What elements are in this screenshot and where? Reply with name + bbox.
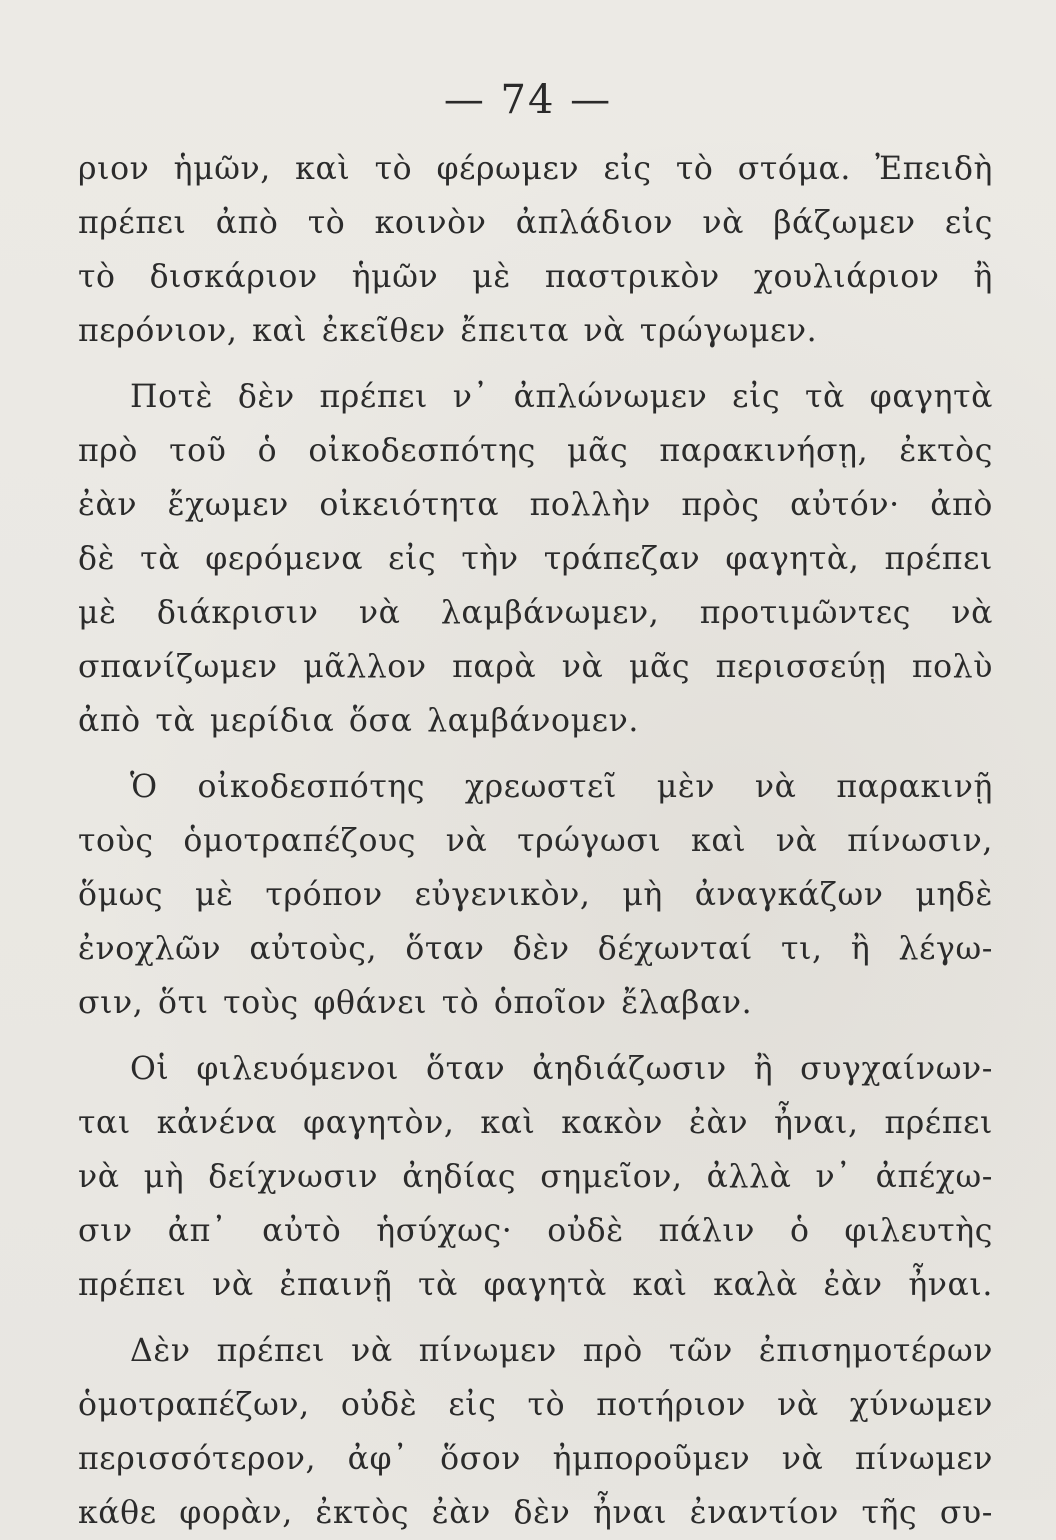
text-line: κάθε φορὰν, ἐκτὸς ἐὰν δὲν ἦναι ἐναντίον τῆς συ-	[78, 1495, 993, 1531]
text-line: σιν ἀπ᾿ αὐτὸ ἡσύχως· οὐδὲ πάλιν ὁ φιλευτὴς	[78, 1213, 993, 1249]
text-line: δὲ τὰ φερόμενα εἰς τὴν τράπεζαν φαγητὰ, πρέπει	[78, 541, 993, 577]
page-body	[78, 142, 993, 1540]
text-line: περόνιον, καὶ ἐκεῖθεν ἔπειτα νὰ τρώγωμεν.	[78, 313, 818, 349]
text-line: ἀπὸ τὰ μερίδια ὅσα λαμβάνομεν.	[78, 703, 639, 739]
paragraph-gap	[78, 748, 993, 760]
page-number: — 74 —	[443, 77, 613, 123]
text-line: ριον ἡμῶν, καὶ τὸ φέρωμεν εἰς τὸ στόμα. Ἐπειδὴ	[78, 151, 993, 187]
paragraph-3	[78, 760, 993, 1030]
text-line: ται κἀνένα φαγητὸν, καὶ κακὸν ἐὰν ἦναι, πρέπει	[78, 1105, 993, 1141]
text-line: περισσότερον, ἀφ᾿ ὅσον ἠμποροῦμεν νὰ πίνωμεν	[78, 1441, 993, 1477]
text-line: μὲ διάκρισιν νὰ λαμβάνωμεν, προτιμῶντες νὰ	[78, 595, 993, 631]
text-line: ὁμοτραπέζων, οὐδὲ εἰς τὸ ποτήριον νὰ χύνωμεν	[78, 1387, 993, 1423]
text-line: πρέπει νὰ ἐπαινῇ τὰ φαγητὰ καὶ καλὰ ἐὰν ἦναι.	[78, 1267, 993, 1303]
paragraph-gap	[78, 358, 993, 370]
paragraph-gap	[78, 1312, 993, 1324]
text-line: Ποτὲ δὲν πρέπει ν᾿ ἀπλώνωμεν εἰς τὰ φαγητὰ	[130, 379, 993, 415]
text-line: Οἱ φιλευόμενοι ὅταν ἀηδιάζωσιν ἢ συγχαίνων-	[130, 1051, 993, 1087]
text-line: ἐὰν ἔχωμεν οἰκειότητα πολλὴν πρὸς αὐτόν· ἀπὸ	[78, 487, 993, 523]
text-line: Δὲν πρέπει νὰ πίνωμεν πρὸ τῶν ἐπισημοτέρων	[130, 1333, 993, 1369]
text-line: πρέπει ἀπὸ τὸ κοινὸν ἀπλάδιον νὰ βάζωμεν εἰς	[78, 205, 993, 241]
text-line: ὅμως μὲ τρόπον εὐγενικὸν, μὴ ἀναγκάζων μηδὲ	[78, 877, 993, 913]
text-line: τὸ δισκάριον ἡμῶν μὲ παστρικὸν χουλιάριον ἢ	[78, 259, 993, 295]
text-line: σιν, ὅτι τοὺς φθάνει τὸ ὁποῖον ἔλαβαν.	[78, 985, 753, 1021]
paragraph-1	[78, 142, 993, 358]
paragraph-gap	[78, 1030, 993, 1042]
paragraph-2	[78, 370, 993, 748]
text-line: πρὸ τοῦ ὁ οἰκοδεσπότης μᾶς παρακινήσῃ, ἐκτὸς	[78, 433, 993, 469]
text-line: ἐνοχλῶν αὐτοὺς, ὅταν δὲν δέχωνταί τι, ἢ λέγω-	[78, 931, 993, 967]
paragraph-5	[78, 1324, 993, 1540]
text-line: νὰ μὴ δείχνωσιν ἀηδίας σημεῖον, ἀλλὰ ν᾿ ἀπέχω-	[78, 1159, 993, 1195]
text-line: σπανίζωμεν μᾶλλον παρὰ νὰ μᾶς περισσεύῃ πολὺ	[78, 649, 993, 685]
text-line: Ὁ οἰκοδεσπότης χρεωστεῖ μὲν νὰ παρακινῇ	[130, 769, 993, 805]
paragraph-4	[78, 1042, 993, 1312]
text-line: τοὺς ὁμοτραπέζους νὰ τρώγωσι καὶ νὰ πίνωσιν,	[78, 823, 993, 859]
